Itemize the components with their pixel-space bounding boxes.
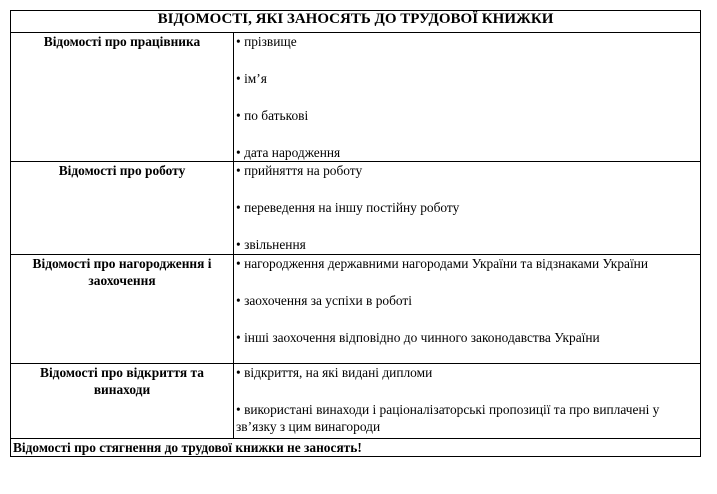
- section-label-awards: Відомості про нагородження і заохочення: [11, 255, 234, 364]
- list-item: [236, 236, 698, 253]
- list-item-text: нагородження державними нагородами України та відзнаками України: [244, 256, 649, 271]
- list-item-text: прийняття на роботу: [244, 163, 363, 178]
- list-item-text: по батькові: [244, 108, 309, 123]
- list-item: [236, 33, 698, 50]
- list-item-text: відкриття, на які видані дипломи: [244, 365, 433, 380]
- work-record-info-table: [10, 10, 701, 457]
- list-item-text: заохочення за успіхи в роботі: [244, 293, 412, 308]
- bullet-icon: •: [236, 163, 241, 178]
- bullet-icon: •: [236, 365, 241, 380]
- section-row: [11, 255, 701, 364]
- list-item: [236, 401, 698, 435]
- bullet-icon: •: [236, 330, 241, 345]
- list-item: [236, 364, 698, 381]
- section-row: [11, 33, 701, 162]
- bullet-icon: •: [236, 145, 241, 160]
- section-label-employee: Відомості про працівника: [11, 33, 234, 162]
- list-item-text: використані винаходи і раціоналізаторські пропозиції та про виплачені у зв’язку з цим винагороди: [236, 402, 660, 434]
- list-item: [236, 70, 698, 87]
- list-item: [236, 162, 698, 179]
- section-items: [234, 364, 701, 439]
- list-item-text: звільнення: [244, 237, 306, 252]
- list-item: [236, 107, 698, 124]
- section-label-work: Відомості про роботу: [11, 162, 234, 255]
- list-item: [236, 144, 698, 161]
- bullet-icon: •: [236, 256, 241, 271]
- table-title: ВІДОМОСТІ, ЯКІ ЗАНОСЯТЬ ДО ТРУДОВОЇ КНИЖКИ: [11, 11, 701, 33]
- section-row: [11, 162, 701, 255]
- list-item: [236, 329, 698, 346]
- table-title-row: [11, 11, 701, 33]
- footer-note: Відомості про стягнення до трудової книжки не заносять!: [11, 439, 701, 457]
- section-items: [234, 33, 701, 162]
- bullet-icon: •: [236, 71, 241, 86]
- bullet-icon: •: [236, 34, 241, 49]
- bullet-icon: •: [236, 402, 241, 417]
- bullet-icon: •: [236, 293, 241, 308]
- list-item-text: дата народження: [244, 145, 341, 160]
- list-item-text: інші заохочення відповідно до чинного законодавства України: [244, 330, 600, 345]
- list-item: [236, 255, 698, 272]
- footer-row: [11, 439, 701, 457]
- list-item: [236, 199, 698, 216]
- list-item-text: переведення на іншу постійну роботу: [244, 200, 460, 215]
- list-item-text: ім’я: [244, 71, 267, 86]
- section-items: [234, 255, 701, 364]
- section-label-inventions: Відомості про відкриття та винаходи: [11, 364, 234, 439]
- bullet-icon: •: [236, 200, 241, 215]
- list-item-text: прізвище: [244, 34, 297, 49]
- bullet-icon: •: [236, 108, 241, 123]
- section-items: [234, 162, 701, 255]
- bullet-icon: •: [236, 237, 241, 252]
- list-item: [236, 292, 698, 309]
- section-row: [11, 364, 701, 439]
